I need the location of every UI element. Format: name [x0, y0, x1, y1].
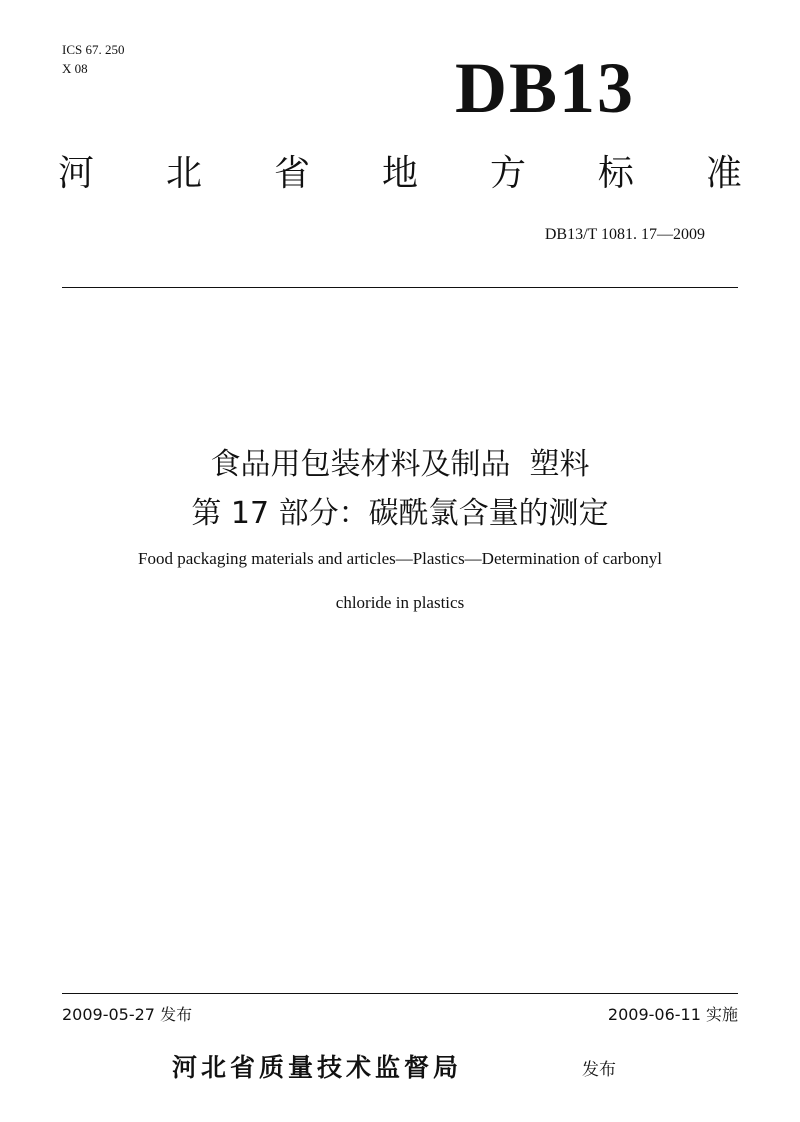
- standard-number: DB13/T 1081. 17—2009: [544, 226, 705, 243]
- category-char: 方: [489, 153, 526, 194]
- category-char: 地: [381, 153, 418, 194]
- title-en-line1: Food packaging materials and articles—Plastics—Determination of carbonyl: [137, 549, 663, 568]
- db-logo: DB13: [455, 48, 636, 128]
- classification-codes: [62, 40, 124, 78]
- title-en-line2: chloride in plastics: [335, 593, 465, 612]
- ccs-code: X 08: [62, 61, 88, 76]
- top-divider: [62, 287, 738, 288]
- category-char: 省: [273, 153, 310, 194]
- title-cn-line1: 食品用包装材料及制品 塑料: [210, 447, 590, 482]
- category-char: 北: [165, 153, 202, 194]
- issue-label: 发布: [582, 1060, 616, 1080]
- issue-date: 2009-05-27 发布: [62, 1005, 193, 1024]
- title-cn-line2: 第 17 部分：碳酰氯含量的测定: [191, 496, 609, 531]
- category-char: 标: [597, 153, 634, 194]
- category-char: 河: [58, 153, 95, 194]
- issuing-authority: 河北省质量技术监督局: [172, 1053, 463, 1082]
- category-char: 准: [705, 153, 742, 194]
- implementation-date: 2009-06-11 实施: [607, 1005, 738, 1024]
- standard-category-title: [58, 152, 742, 196]
- bottom-divider: [62, 993, 738, 994]
- ics-code: ICS 67. 250: [62, 42, 125, 57]
